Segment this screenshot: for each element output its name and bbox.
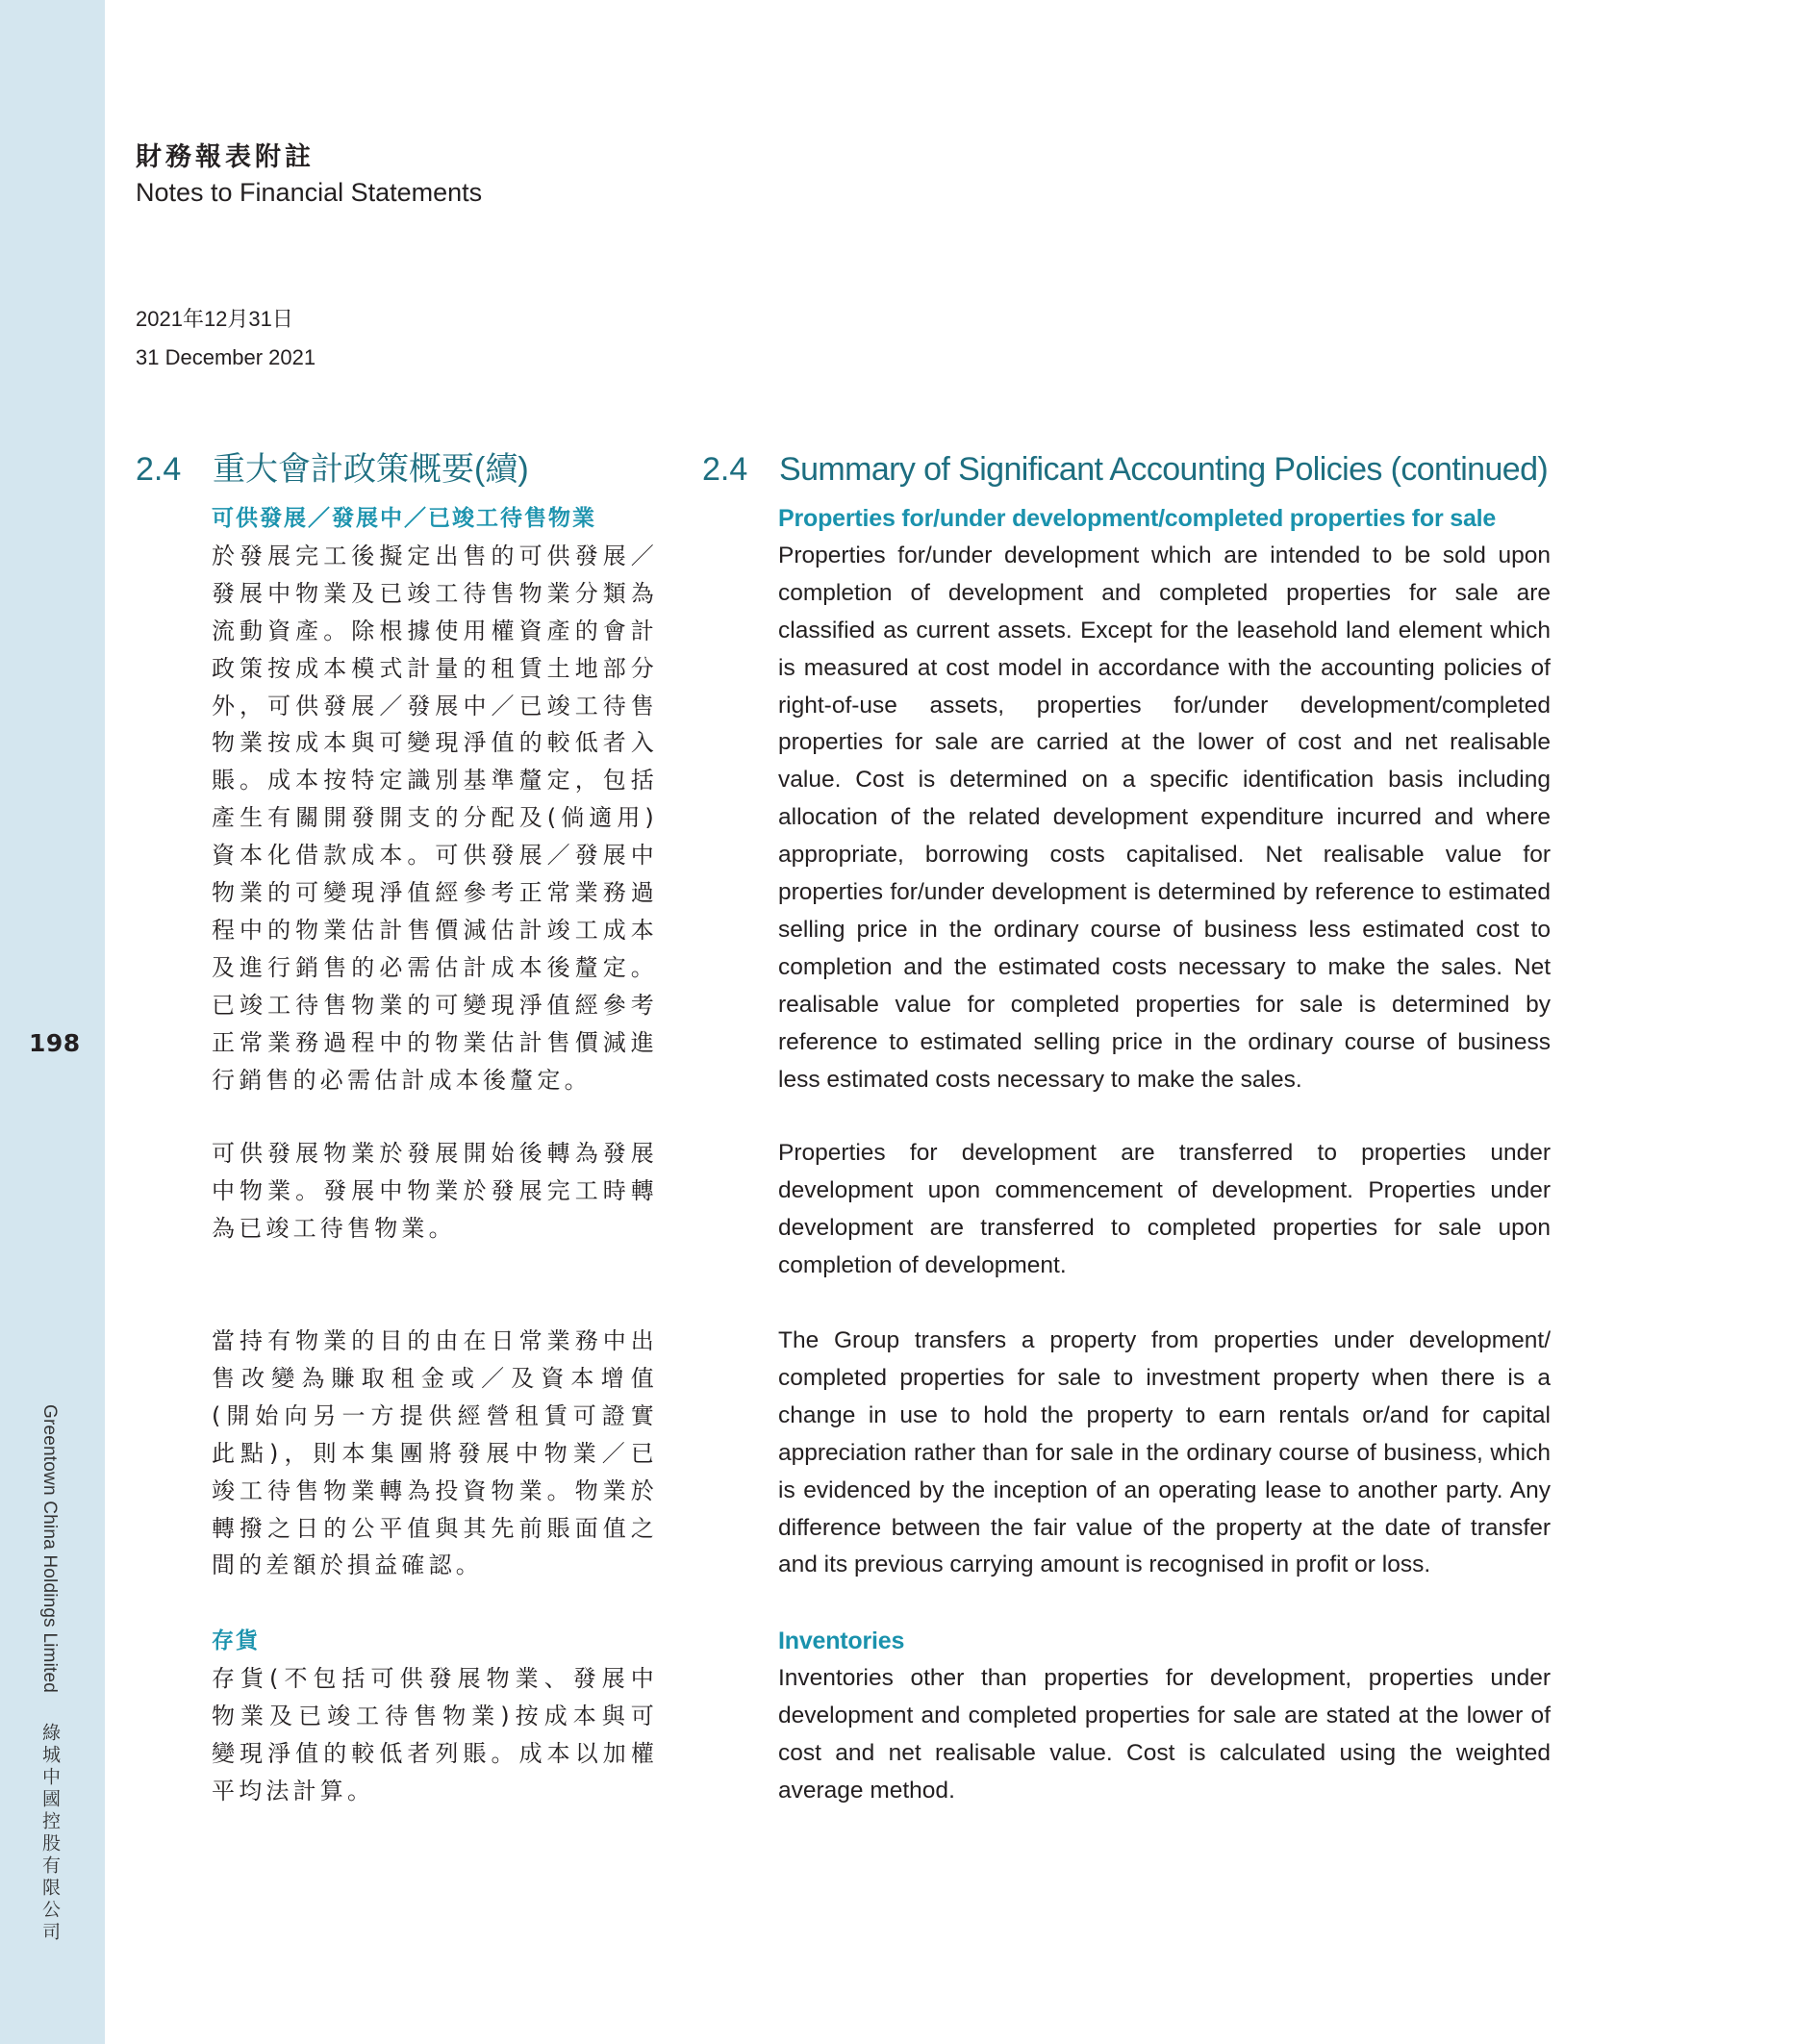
cn-block-transfer: [212, 1135, 658, 1248]
en-block-investment: [778, 1323, 1551, 1584]
page-header: [136, 140, 482, 210]
report-date-cn: 2021年12月31日: [136, 307, 293, 331]
cn-paragraph: 可供發展物業於發展開始後轉為發展中物業。發展中物業於發展完工時轉為已竣工待售物業。: [212, 1140, 658, 1242]
en-paragraph: Properties for/under development which are intended to be sold upon completion of development and completed properties for sale are classified as current assets. Except for the leasehold land element which is measured at cost model in accordance with the accounting policies of right-of-use assets, properties for/under development/completed properties for sale are carried at the lower of cost and net realisable value. Cost is determined on a specific identification basis including allocation of the related development expenditure incurred and where appropriate, borrowing costs capitalised. Net realisable value for properties for/under development is determined by reference to estimated selling price in the ordinary course of business less estimated cost to completion and the estimated costs necessary to make the sales. Net realisable value for completed properties for sale is determined by reference to estimated selling price in the ordinary course of business less estimated costs necessary to make the sales.: [778, 542, 1551, 1093]
en-paragraph: The Group transfers a property from properties under development/ completed properties for sale to investment property when there is a change in use to hold the property to earn rentals or/and for capital appreciation rather than for sale in the ordinary course of business, which is evidenced by the inception of an operating lease to another party. Any difference between the fair value of the property at the date of transfer and its previous carrying amount is recognised in profit or loss.: [778, 1327, 1551, 1578]
en-subheading-properties: Properties for/under development/completed properties for sale: [778, 505, 1497, 532]
cn-block-inventories: [212, 1623, 658, 1810]
company-name-vertical: [37, 1404, 63, 1944]
report-date: [136, 300, 315, 377]
section-number-en: 2.4: [702, 451, 748, 488]
page-number: 198: [29, 1029, 81, 1057]
cn-subheading-properties: 可供發展／發展中／已竣工待售物業: [212, 506, 596, 531]
section-heading-cn: [136, 448, 529, 491]
cn-block-properties: [212, 500, 658, 1099]
en-paragraph: Inventories other than properties for development, properties under development and completed properties for sale are stated at the lower of cost and net realisable value. Cost is calculated using the weighted average method.: [778, 1664, 1551, 1804]
header-title-en: Notes to Financial Statements: [136, 178, 483, 207]
en-paragraph: Properties for development are transferred to properties under development upon commencement of development. Properties under development are transferred to completed properties for sale upon completion of development.: [778, 1140, 1551, 1278]
en-block-transfer: [778, 1135, 1551, 1285]
cn-paragraph: 存貨(不包括可供發展物業、發展中物業及已竣工待售物業)按成本與可變現淨值的較低者列賬。成本以加權平均法計算。: [212, 1664, 658, 1804]
header-title-cn: 財務報表附註: [136, 142, 315, 172]
section-heading-en: [702, 448, 1548, 491]
company-name-en: Greentown China Holdings Limited: [39, 1404, 60, 1693]
sidebar-band: [0, 0, 105, 2044]
cn-paragraph: 於發展完工後擬定出售的可供發展／發展中物業及已竣工待售物業分類為流動資產。除根據使用權資產的會計政策按成本模式計量的租賃土地部分外，可供發展／發展中／已竣工待售物業按成本與可變現淨值的較低者入賬。成本按特定識別基準釐定，包括產生有關開發開支的分配及(倘適用)資本化借款成本。可供發展／發展中物業的可變現淨值經參考正常業務過程中的物業估計售價減估計竣工成本及進行銷售的必需估計成本後釐定。已竣工待售物業的可變現淨值經參考正常業務過程中的物業估計售價減進行銷售的必需估計成本後釐定。: [212, 542, 658, 1094]
cn-subheading-inventories: 存貨: [212, 1628, 260, 1653]
en-block-properties: [778, 500, 1551, 1099]
en-subheading-inventories: Inventories: [778, 1628, 905, 1654]
section-title-cn: 重大會計政策概要(續): [213, 451, 529, 488]
cn-block-investment: [212, 1323, 658, 1584]
company-name-cn: 綠城中國控股有限公司: [39, 1723, 60, 1945]
section-title-en: Summary of Significant Accounting Policies (continued): [779, 451, 1549, 488]
section-number-cn: 2.4: [136, 451, 182, 488]
cn-paragraph: 當持有物業的目的由在日常業務中出售改變為賺取租金或／及資本增值(開始向另一方提供經營租賃可證實此點)，則本集團將發展中物業／已竣工待售物業轉為投資物業。物業於轉撥之日的公平值與其先前賬面值之間的差額於損益確認。: [212, 1327, 658, 1579]
report-date-en: 31 December 2021: [136, 345, 316, 369]
en-block-inventories: [778, 1623, 1551, 1810]
